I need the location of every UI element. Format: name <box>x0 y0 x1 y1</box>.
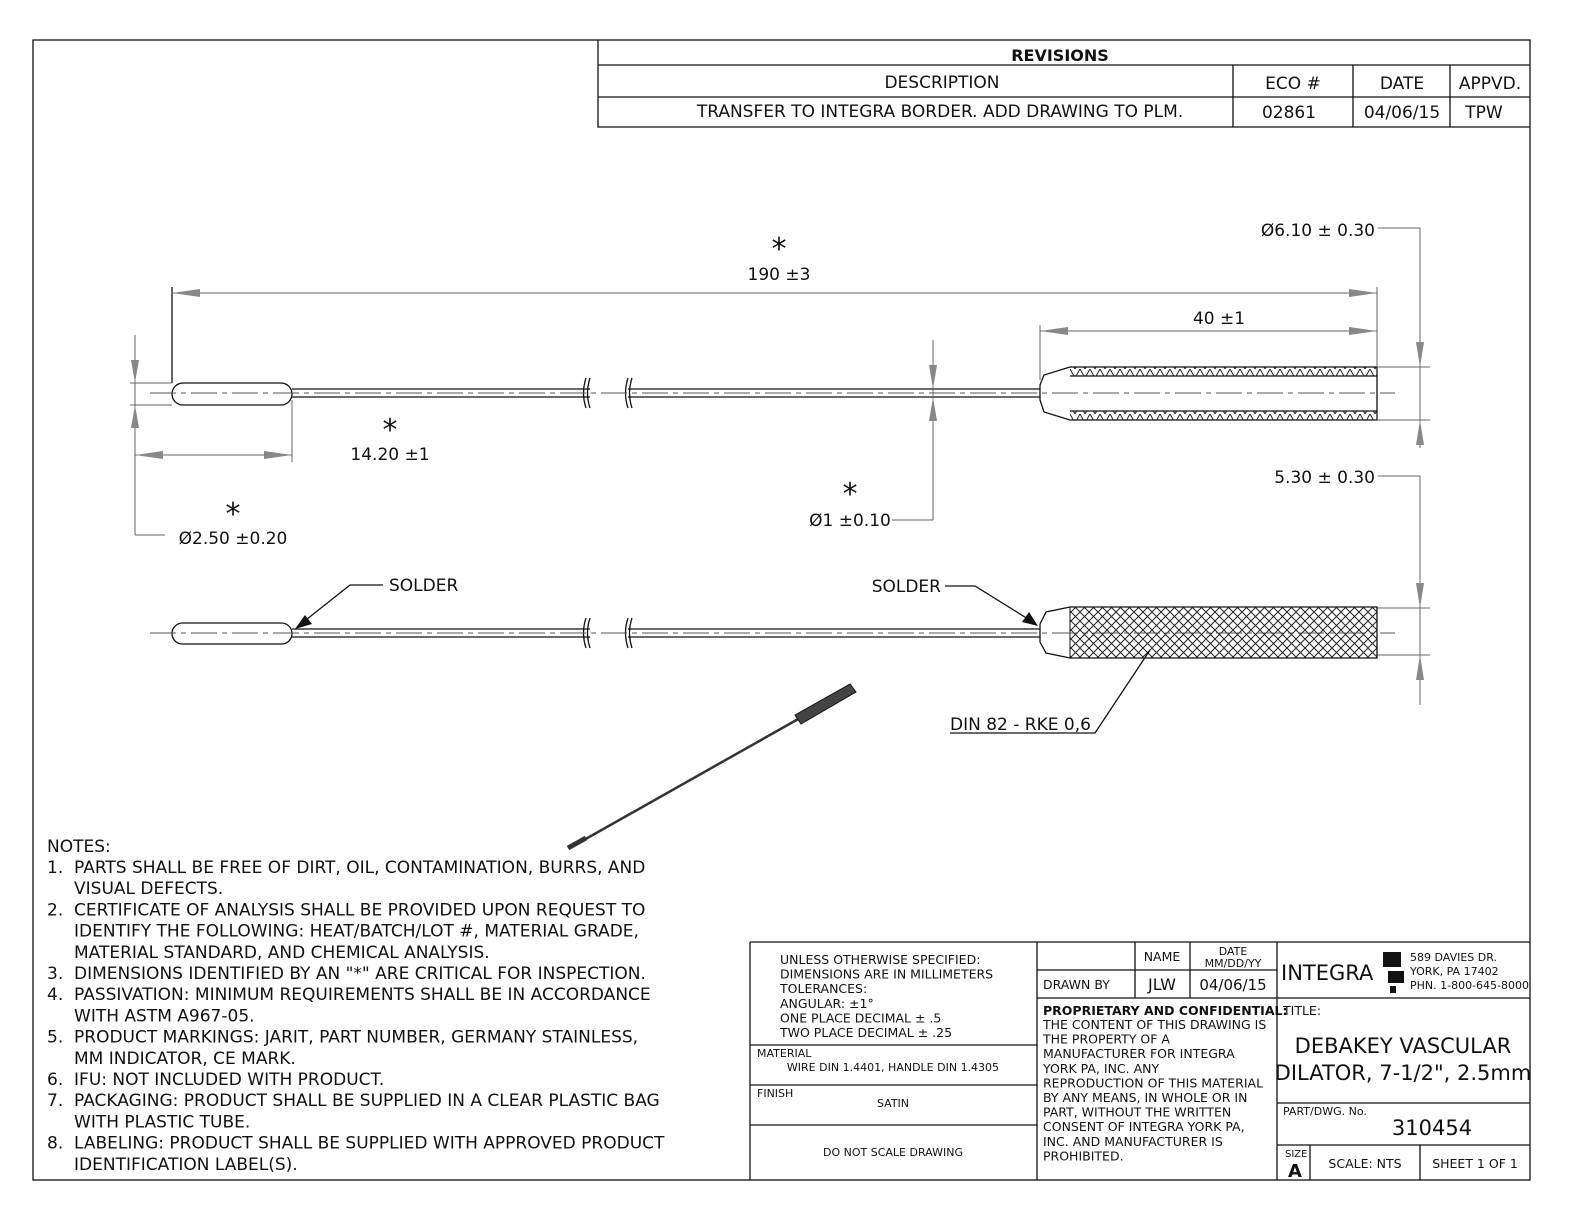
note-line: IDENTIFICATION LABEL(S). <box>47 1154 298 1175</box>
drawn-date: 04/06/15 <box>1199 976 1267 994</box>
tolerance-line: TWO PLACE DECIMAL ± .25 <box>780 1025 953 1040</box>
tolerance-line: UNLESS OTHERWISE SPECIFIED: <box>780 952 981 967</box>
sheet: SHEET 1 OF 1 <box>1432 1156 1518 1171</box>
rev-date: 04/06/15 <box>1363 103 1441 123</box>
rev-eco: 02861 <box>1261 103 1317 123</box>
critical-mark: * <box>225 497 241 532</box>
date-header-format: MM/DD/YY <box>1204 957 1262 970</box>
tip-shape <box>172 383 292 405</box>
solder-callout-right: SOLDER <box>871 577 941 597</box>
notes <box>47 837 665 1175</box>
note-line: 7. PACKAGING: PRODUCT SHALL BE SUPPLIED IN A CLEAR PLASTIC BAG <box>47 1091 660 1112</box>
proprietary-line: THE PROPERTY OF A <box>1043 1031 1170 1047</box>
tolerance-line: ONE PLACE DECIMAL ± .5 <box>780 1010 942 1026</box>
rev-header-eco: ECO # <box>1265 74 1321 94</box>
dim-tip-diameter: Ø2.50 ±0.20 <box>178 529 288 549</box>
top-view <box>150 367 1395 420</box>
proprietary-line: INC. AND MANUFACTURER IS <box>1043 1133 1223 1149</box>
scale: SCALE: NTS <box>1328 1156 1402 1171</box>
isometric-view <box>568 684 856 848</box>
rev-description: TRANSFER TO INTEGRA BORDER. ADD DRAWING TO PLM. <box>696 102 1184 122</box>
note-line: MATERIAL STANDARD, AND CHEMICAL ANALYSIS. <box>47 942 490 963</box>
dim-wire-diameter: Ø1 ±0.10 <box>809 511 891 531</box>
solder-callout-left: SOLDER <box>389 576 459 596</box>
critical-mark: * <box>382 413 398 448</box>
name-header: NAME <box>1143 949 1181 964</box>
revisions-title: REVISIONS <box>1011 46 1109 65</box>
note-line: VISUAL DEFECTS. <box>47 879 224 900</box>
tolerance-line: DIMENSIONS ARE IN MILLIMETERS <box>780 966 994 982</box>
proprietary-line: THE CONTENT OF THIS DRAWING IS <box>1043 1017 1267 1032</box>
title-label: TITLE: <box>1283 1003 1322 1018</box>
note-line: WITH PLASTIC TUBE. <box>47 1112 251 1133</box>
note-line: 5. PRODUCT MARKINGS: JARIT, PART NUMBER, GERMANY STAINLESS, <box>47 1027 639 1048</box>
address-line: PHN. 1-800-645-8000 <box>1410 979 1530 992</box>
drawn-by-label: DRAWN BY <box>1043 977 1110 992</box>
part-number: 310454 <box>1391 1116 1473 1140</box>
note-line: 1. PARTS SHALL BE FREE OF DIRT, OIL, CONTAMINATION, BURRS, AND <box>47 858 646 878</box>
note-line: WITH ASTM A967-05. <box>47 1006 255 1027</box>
material-label: MATERIAL <box>757 1047 812 1060</box>
proprietary-line: BY ANY MEANS, IN WHOLE OR IN <box>1043 1090 1248 1105</box>
title-block <box>750 942 1531 1182</box>
material-value: WIRE DIN 1.4401, HANDLE DIN 1.4305 <box>786 1061 1000 1074</box>
note-line: IDENTIFY THE FOLLOWING: HEAT/BATCH/LOT #, MATERIAL GRADE, <box>47 921 639 942</box>
dim-handle-diameter: Ø6.10 ± 0.30 <box>1260 221 1375 241</box>
note-line: 4. PASSIVATION: MINIMUM REQUIREMENTS SHALL BE IN ACCORDANCE <box>47 985 651 1006</box>
proprietary-line: PART, WITHOUT THE WRITTEN <box>1043 1104 1232 1120</box>
do-not-scale: DO NOT SCALE DRAWING <box>823 1146 963 1159</box>
rev-header-description: DESCRIPTION <box>884 73 1000 93</box>
note-line: 8. LABELING: PRODUCT SHALL BE SUPPLIED WITH APPROVED PRODUCT <box>47 1133 665 1154</box>
size-label: SIZE <box>1285 1149 1308 1160</box>
revisions-table <box>598 40 1530 127</box>
proprietary-line: PROHIBITED. <box>1043 1148 1124 1164</box>
dim-handle-length: 40 ±1 <box>1192 309 1246 329</box>
size-value: A <box>1288 1161 1302 1182</box>
proprietary-heading: PROPRIETARY AND CONFIDENTIAL: <box>1043 1003 1288 1018</box>
critical-mark: * <box>771 232 787 267</box>
proprietary-line: CONSENT OF INTEGRA YORK PA, <box>1043 1119 1245 1135</box>
note-line: 6. IFU: NOT INCLUDED WITH PRODUCT. <box>47 1070 385 1090</box>
date-header: DATE <box>1218 945 1248 958</box>
proprietary-line: MANUFACTURER FOR INTEGRA <box>1043 1046 1235 1062</box>
logo-mark <box>1383 952 1404 993</box>
dim-tip-length: 14.20 ±1 <box>350 445 430 465</box>
critical-mark: * <box>842 477 858 512</box>
notes-heading: NOTES: <box>47 837 111 857</box>
finish-label: FINISH <box>757 1087 794 1100</box>
rev-header-appvd: APPVD. <box>1458 74 1522 94</box>
front-view <box>150 576 1395 735</box>
part-label: PART/DWG. No. <box>1283 1105 1367 1118</box>
dim-overall-length: 190 ±3 <box>747 265 811 285</box>
knurl-callout: DIN 82 - RKE 0,6 <box>950 715 1091 735</box>
tolerance-line: ANGULAR: ±1° <box>780 995 874 1011</box>
note-line: 3. DIMENSIONS IDENTIFIED BY AN "*" ARE CRITICAL FOR INSPECTION. <box>47 964 646 984</box>
note-line: MM INDICATOR, CE MARK. <box>47 1048 296 1069</box>
rev-appvd: TPW <box>1465 103 1503 123</box>
address-line: 589 DAVIES DR. <box>1410 951 1498 964</box>
proprietary-line: YORK PA, INC. ANY <box>1043 1060 1160 1076</box>
note-line: 2. CERTIFICATE OF ANALYSIS SHALL BE PROVIDED UPON REQUEST TO <box>47 900 646 921</box>
address-line: YORK, PA 17402 <box>1410 965 1499 978</box>
finish-value: SATIN <box>876 1097 910 1110</box>
drawing-title: DEBAKEY VASCULAR <box>1294 1034 1512 1058</box>
integra-logo: INTEGRA <box>1281 961 1374 985</box>
proprietary-line: REPRODUCTION OF THIS MATERIAL <box>1043 1075 1264 1091</box>
drawn-by: JLW <box>1148 975 1176 994</box>
rev-header-date: DATE <box>1379 74 1425 94</box>
dim-handle-flat: 5.30 ± 0.30 <box>1274 468 1375 488</box>
drawing-title-line2: DILATOR, 7-1/2", 2.5mm <box>1274 1061 1532 1085</box>
tolerance-line: TOLERANCES: <box>780 981 868 997</box>
